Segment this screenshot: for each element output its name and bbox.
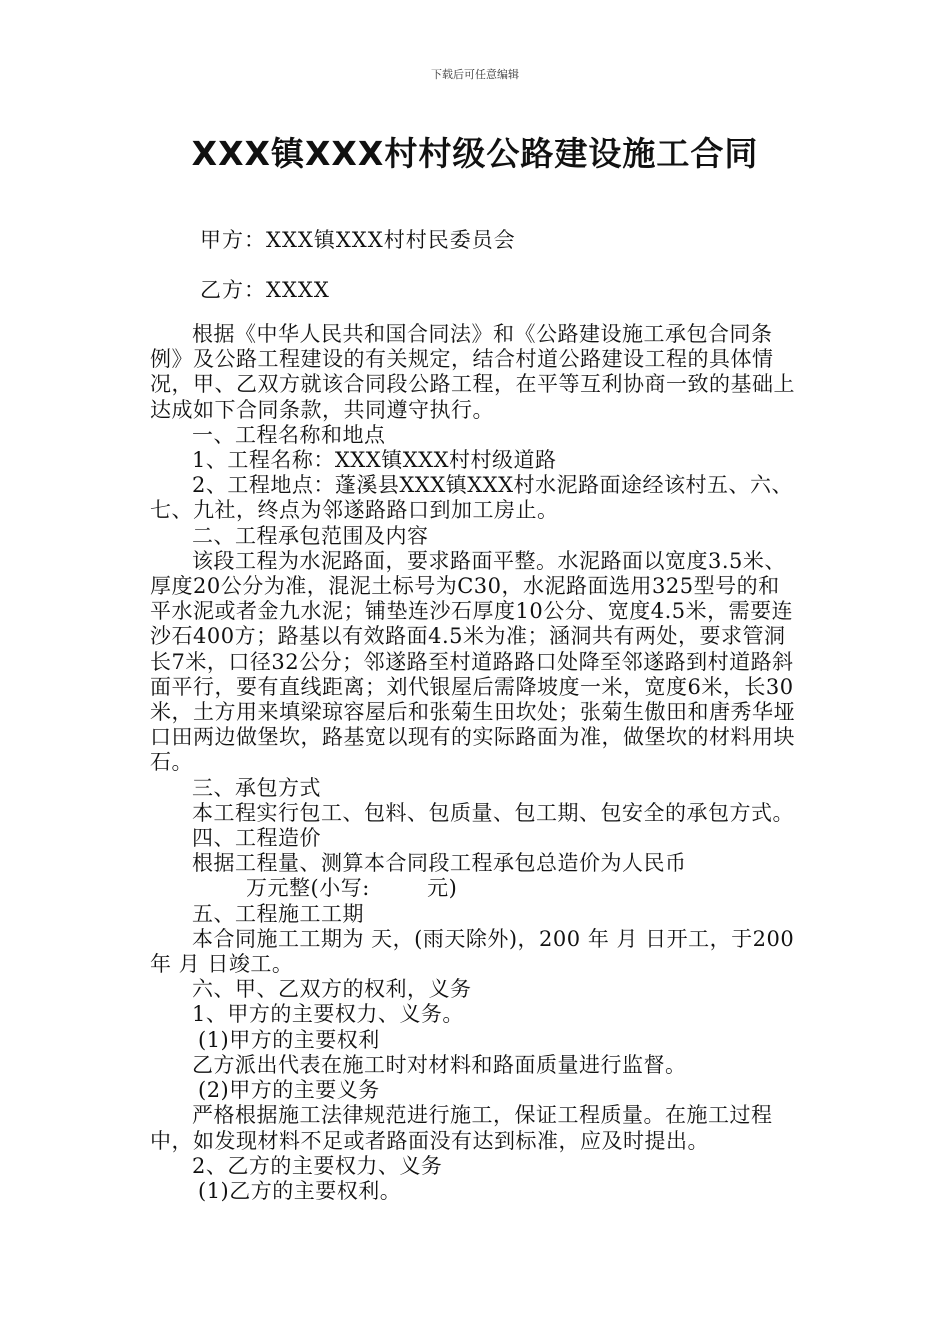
section-1-heading: 一、工程名称和地点: [192, 422, 386, 447]
section-3-body: 本工程实行包工、包料、包质量、包工期、包安全的承包方式。: [192, 800, 794, 825]
section-3-heading: 三、承包方式: [192, 775, 321, 800]
section-6-1-heading: 1、甲方的主要权力、义务。: [192, 1002, 464, 1027]
party-b: 乙方：XXXX: [200, 278, 330, 302]
section-5-body: 本合同施工工期为 天，(雨天除外)，200 年 月 日开工，于200 年 月 日竣工。: [150, 926, 795, 977]
section-2-heading: 二、工程承包范围及内容: [192, 523, 429, 548]
section-1-item-1: 1、工程名称：XXX镇XXX村村级道路: [192, 448, 557, 473]
header-note: 下载后可任意编辑: [431, 68, 519, 81]
section-6-1-1-heading: (1)甲方的主要权利: [198, 1027, 380, 1052]
section-1-item-2: 2、工程地点：蓬溪县XXX镇XXX村水泥路面途经该村五、六、七、九社，终点为邻遂路路口到加工房止。: [150, 473, 794, 523]
section-6-2-1-heading: (1)乙方的主要权利。: [198, 1178, 402, 1203]
section-2-body: 该段工程为水泥路面，要求路面平整。水泥路面以宽度3.5米、厚度20公分为准，混泥土标号为C30，水泥路面选用325型号的和平水泥或者金九水泥；铺垫连沙石厚度10公分、宽度4.5米，需要连沙石400方；路基以有效路面4.5米为准；涵洞共有两处，要求管洞长7米，口径32公分；邻遂路至村道路路口处降至邻遂路到村道路斜面平行，要有直线距离；刘代银屋后需降坡度一米，宽度6米，长30米，土方用来填梁琼容屋后和张菊生田坎处；张菊生傲田和唐秀华垭口田两边做堡坎，路基宽以现有的实际路面为准，做堡坎的材料用块石。: [150, 548, 795, 775]
party-a: 甲方：XXX镇XXX村村民委员会: [200, 228, 516, 252]
document-title: XXX镇XXX村村级公路建设施工合同: [191, 134, 759, 173]
intro-paragraph: 根据《中华人民共和国合同法》和《公路建设施工承包合同条例》及公路工程建设的有关规定，结合村道公路建设工程的具体情况，甲、乙双方就该合同段公路工程，在平等互利协商一致的基础上达成如下合同条款，共同遵守执行。: [150, 322, 795, 422]
section-4-heading: 四、工程造价: [192, 826, 321, 851]
section-6-1-2-body: 严格根据施工法律规范进行施工，保证工程质量。在施工过程中，如发现材料不足或者路面没有达到标准，应及时提出。: [150, 1103, 773, 1153]
section-6-1-2-heading: (2)甲方的主要义务: [198, 1078, 380, 1103]
section-6-heading: 六、甲、乙双方的权利，义务: [192, 977, 472, 1002]
contract-body: [150, 322, 800, 1204]
section-4-amount: 万元整(小写: 元): [246, 876, 458, 901]
section-6-2-heading: 2、乙方的主要权力、义务: [192, 1153, 443, 1178]
section-4-body: 根据工程量、测算本合同段工程承包总造价为人民币: [192, 851, 687, 876]
section-6-1-1-body: 乙方派出代表在施工时对材料和路面质量进行监督。: [192, 1052, 687, 1077]
section-5-heading: 五、工程施工工期: [192, 901, 364, 926]
